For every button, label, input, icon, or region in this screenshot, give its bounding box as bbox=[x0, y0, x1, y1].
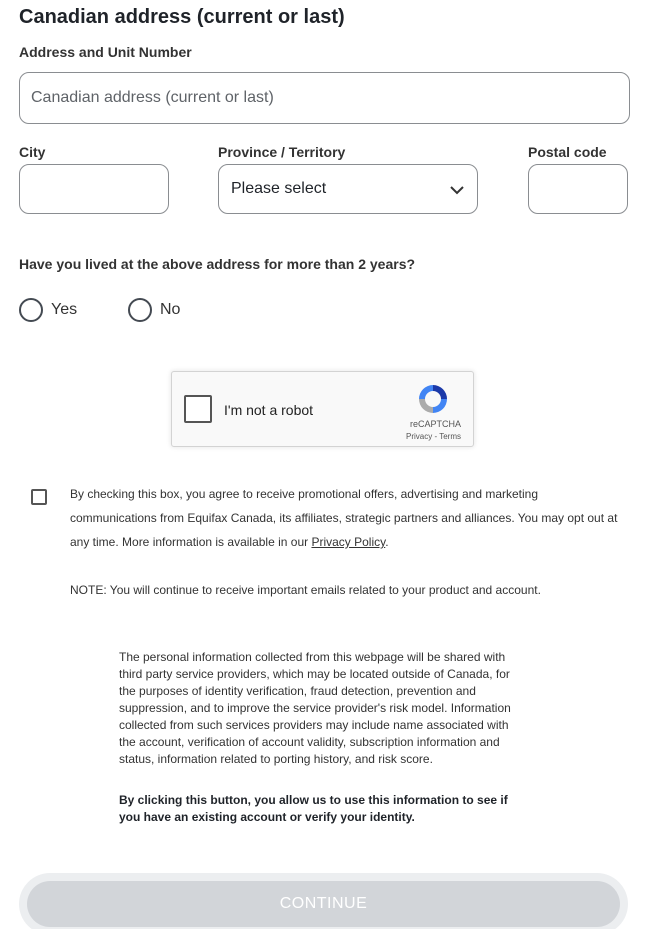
recaptcha-checkbox[interactable] bbox=[184, 395, 212, 423]
address-label: Address and Unit Number bbox=[19, 44, 192, 60]
marketing-consent-checkbox[interactable] bbox=[31, 489, 47, 505]
city-input[interactable] bbox=[19, 164, 169, 214]
province-selected-value: Please select bbox=[231, 180, 327, 197]
email-note: NOTE: You will continue to receive important emails related to your product and account. bbox=[70, 583, 541, 597]
continue-button-wrapper bbox=[19, 873, 628, 929]
recaptcha-widget bbox=[171, 371, 474, 447]
radio-circle[interactable] bbox=[128, 298, 152, 322]
section-title: Canadian address (current or last) bbox=[19, 6, 345, 28]
recaptcha-terms-link[interactable]: Terms bbox=[439, 432, 461, 441]
recaptcha-logo-icon bbox=[416, 382, 450, 416]
province-select[interactable] bbox=[218, 164, 478, 214]
radio-yes[interactable] bbox=[19, 298, 77, 322]
recaptcha-brand: reCAPTCHA bbox=[409, 419, 461, 429]
button-notice: By clicking this button, you allow us to use this information to see if you have an existing account or verify your identity. bbox=[119, 793, 508, 824]
consent-text-after: . bbox=[385, 535, 389, 549]
radio-no[interactable] bbox=[128, 298, 180, 322]
recaptcha-privacy-link[interactable]: Privacy bbox=[406, 432, 433, 441]
postal-code-input[interactable] bbox=[528, 164, 628, 214]
postal-label: Postal code bbox=[528, 144, 607, 160]
consent-text-before: By checking this box, you agree to receive promotional offers, advertising and marketing communications from Equifax Canada, its affiliates, strategic partners and alliances. You may opt out at any time. More information is available in our bbox=[70, 487, 618, 549]
recaptcha-link-separator: - bbox=[434, 432, 438, 441]
residency-question: Have you lived at the above address for more than 2 years? bbox=[19, 256, 416, 272]
radio-no-label: No bbox=[160, 301, 181, 318]
privacy-notice: The personal information collected from this webpage will be shared with third party service providers, which may be located outside of Canada, for the purposes of identity verification, fraud detection, prevention and suppression, and to improve the service provider's risk model. Information collected from such services providers may include name associated with the account, verification of account validity, subscription information and status, information related to porting history, and risk score. bbox=[119, 650, 511, 766]
recaptcha-label: I'm not a robot bbox=[224, 402, 314, 418]
continue-button[interactable]: CONTINUE bbox=[27, 881, 620, 927]
radio-yes-label: Yes bbox=[51, 301, 78, 318]
city-label: City bbox=[19, 144, 46, 160]
chevron-down-icon bbox=[449, 182, 465, 198]
radio-circle[interactable] bbox=[19, 298, 43, 322]
address-input[interactable] bbox=[19, 72, 630, 124]
province-label: Province / Territory bbox=[218, 144, 346, 160]
recaptcha-links bbox=[406, 432, 461, 441]
marketing-consent-text bbox=[70, 482, 618, 554]
privacy-policy-link[interactable]: Privacy Policy bbox=[311, 535, 386, 549]
